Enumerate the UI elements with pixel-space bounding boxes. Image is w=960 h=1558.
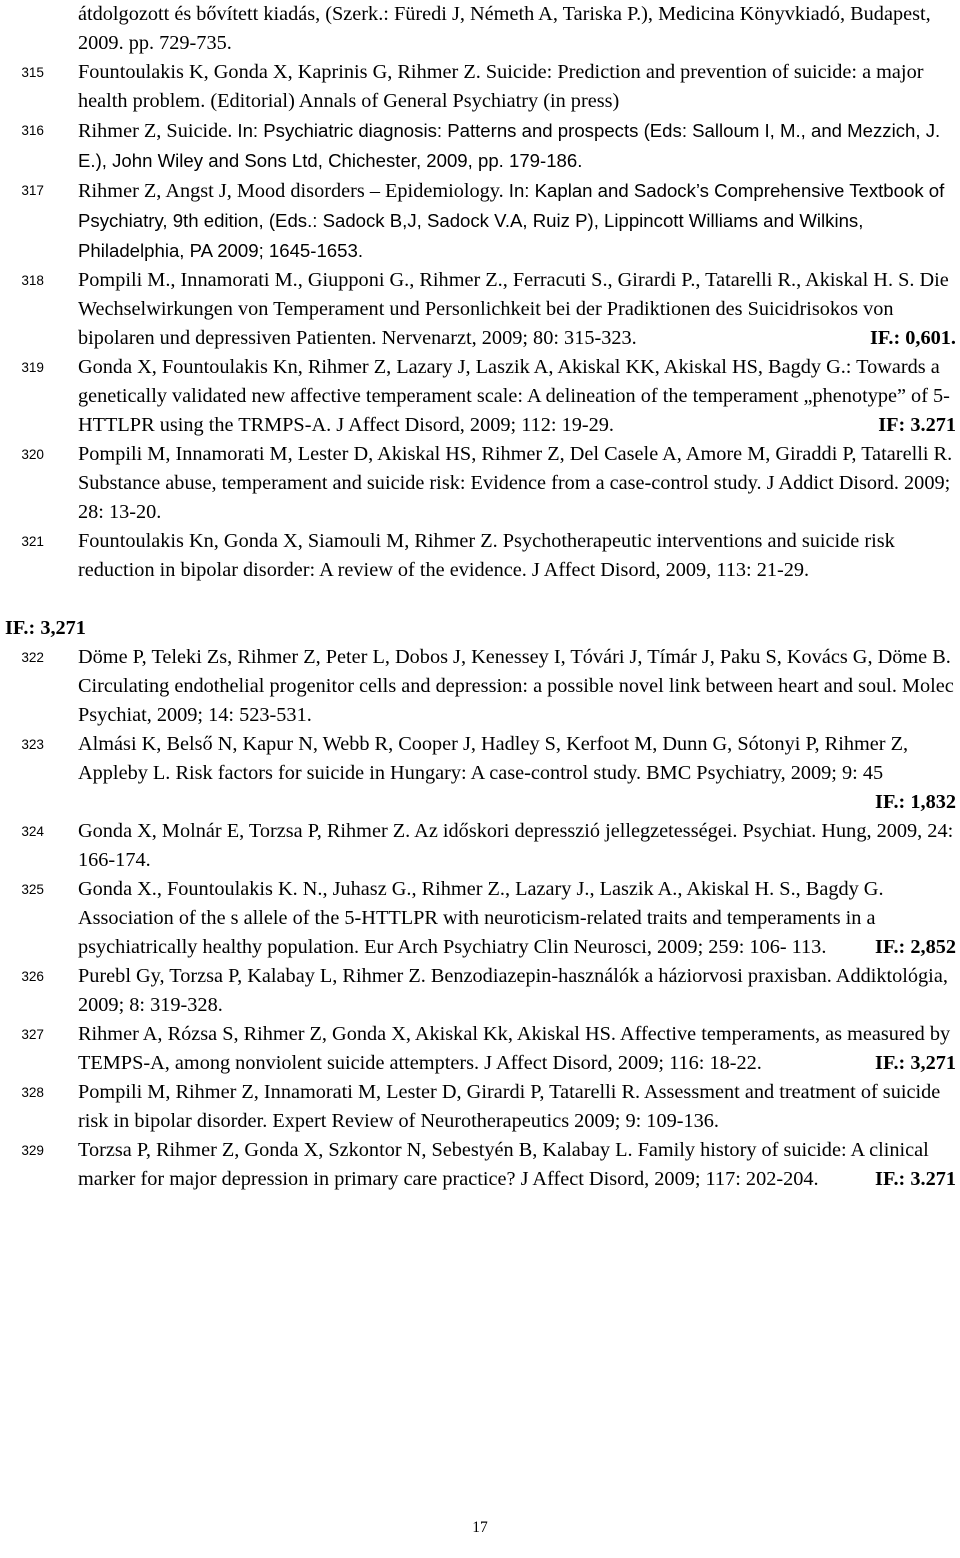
impact-factor: IF.: 3.271 [875,1168,956,1190]
reference-text: Torzsa P, Rihmer Z, Gonda X, Szkontor N, Sebestyén B, Kalabay L. Family history of suicide: A clinical marker for major depression in primary care practice? J Affect Disord, 2009; 117: 202-204. [78,1139,929,1190]
reference-number: 315 [21,65,44,80]
reference-328 [0,1078,960,1136]
reference-320 [0,440,960,527]
reference-text-source: In: Kaplan and Sadock’s Comprehensive Textbook of Psychiatry, 9th edition, (Eds.: Sadock B,J, Sadock V.A, Ruiz P), Lippincott Williams and Wilkins, Philadelphia, PA 2009; 1645-1653. [78,180,945,261]
reference-number: 321 [21,534,44,549]
reference-text: Pompili M, Rihmer Z, Innamorati M, Lester D, Girardi P, Tatarelli R. Assessment and treatment of suicide risk in bipolar disorder. Expert Review of Neurotherapeutics 2009; 9: 109-136. [78,1081,941,1132]
impact-factor: IF.: 1,832 [875,791,956,813]
reference-324 [0,817,960,875]
reference-number: 326 [21,969,44,984]
impact-factor: IF.: 0,601. [869,327,956,349]
reference-text: Pompili M., Innamorati M., Giupponi G., Rihmer Z., Ferracuti S., Girardi P., Tatarelli R., Akiskal H. S. Die Wechselwirkungen von Temperament und Personlichkeit bei der Pradiktionen des Suicidrisokos von bipolaren und depressiven Patienten. Nervenarzt, 2009; 80: 315-323. [78,269,949,349]
reference-text: Pompili M, Innamorati M, Lester D, Akiskal HS, Rihmer Z, Del Casele A, Amore M, Giraddi P, Tatarelli R. Substance abuse, temperament and suicide risk: Evidence from a case-control study. J Addict Disord. 2009; 28: 13-20. [78,443,953,523]
reference-text-source: In: Psychiatric diagnosis: Patterns and prospects (Eds: Salloum I, M., and Mezzich, J. E.), John Wiley and Sons Ltd, Chichester, 2009, pp. 179-186. [78,120,941,171]
reference-number: 317 [21,183,44,198]
reference-text: Gonda X., Fountoulakis K. N., Juhasz G., Rihmer Z., Lazary J., Laszik A., Akiskal H. S., Bagdy G. Association of the s allele of the 5-HTTLPR with neuroticism-related traits and temperaments in a psychiatrically healthy population. Eur Arch Psychiatry Clin Neurosci, 2009; 259: 106- 113. [78,878,884,958]
reference-number: 324 [21,824,44,839]
reference-text: Döme P, Teleki Zs, Rihmer Z, Peter L, Dobos J, Kenessey I, Tóvári J, Tímár J, Paku S, Kovács G, Döme B. Circulating endothelial progenitor cells and depression: a possible novel link between heart and soul. Molec Psychiat, 2009; 14: 523-531. [78,646,954,726]
reference-text: Rihmer A, Rózsa S, Rihmer Z, Gonda X, Akiskal Kk, Akiskal HS. Affective temperaments, as measured by TEMPS-A, among nonviolent suicide attempters. J Affect Disord, 2009; 116: 18-22. [78,1023,951,1074]
impact-factor: IF.: 3,271 [875,1052,956,1074]
reference-text: Almási K, Belső N, Kapur N, Webb R, Cooper J, Hadley S, Kerfoot M, Dunn G, Sótonyi P, Rihmer Z, Appleby L. Risk factors for suicide in Hungary: A case-control study. BMC Psychiatry, 2009; 9: 45 [78,733,909,784]
reference-327 [0,1020,960,1078]
reference-326 [0,962,960,1020]
impact-factor: IF: 3.271 [878,414,956,436]
reference-315 [0,58,960,116]
reference-number: 325 [21,882,44,897]
reference-text: átdolgozott és bővített kiadás, (Szerk.: Füredi J, Németh A, Tariska P.), Medicina Könyvkiadó, Budapest, 2009. pp. 729-735. [78,3,931,54]
reference-text: Purebl Gy, Torzsa P, Kalabay L, Rihmer Z. Benzodiazepin-használók a háziorvosi praxisban. Addiktológia, 2009; 8: 319-328. [78,965,948,1016]
reference-number: 320 [21,447,44,462]
reference-text: Rihmer Z, Angst J, Mood disorders – Epidemiology. [78,180,504,202]
reference-text: Fountoulakis K, Gonda X, Kaprinis G, Rihmer Z. Suicide: Prediction and prevention of suicide: a major health problem. (Editorial) Annals of General Psychiatry (in press) [78,61,924,112]
reference-text: Rihmer Z, Suicide. [78,120,233,142]
reference-316 [0,116,960,176]
reference-number: 329 [21,1143,44,1158]
reference-321 [0,527,960,585]
impact-factor: IF.: 2,852 [875,936,956,958]
reference-317 [0,176,960,266]
reference-continuation [0,0,960,58]
reference-number: 327 [21,1027,44,1042]
reference-number: 318 [21,273,44,288]
reference-323 [0,730,960,788]
reference-number: 319 [21,360,44,375]
reference-text: Gonda X, Molnár E, Torzsa P, Rihmer Z. Az időskori depresszió jellegzetességei [78,820,733,842]
reference-text-journal: . Psychiat. Hung, 2009, 24: 166-174. [78,820,954,871]
spacer [0,585,960,614]
reference-text: Fountoulakis Kn, Gonda X, Siamouli M, Rihmer Z. Psychotherapeutic interventions and suicide risk reduction in bipolar disorder: A review of the evidence. J Affect Disord, 2009, 113: 21-29. [78,530,895,581]
reference-number: 328 [21,1085,44,1100]
reference-329 [0,1136,960,1194]
reference-number: 322 [21,650,44,665]
reference-318 [0,266,960,353]
reference-319 [0,353,960,440]
reference-325 [0,875,960,962]
reference-322 [0,643,960,730]
reference-number: 316 [21,123,44,138]
reference-number: 323 [21,737,44,752]
impact-factor-heading: IF.: 3,271 [5,617,86,639]
page-number: 17 [472,1519,488,1536]
reference-text: Gonda X, Fountoulakis Kn, Rihmer Z, Lazary J, Laszik A, Akiskal KK, Akiskal HS, Bagdy G.: Towards a genetically validated new affective temperament scale: A delineation of the temperament „phenotype” of 5-HTTLPR using the TRMPS-A. J Affect Disord, 2009; 112: 19-29. [78,356,950,436]
